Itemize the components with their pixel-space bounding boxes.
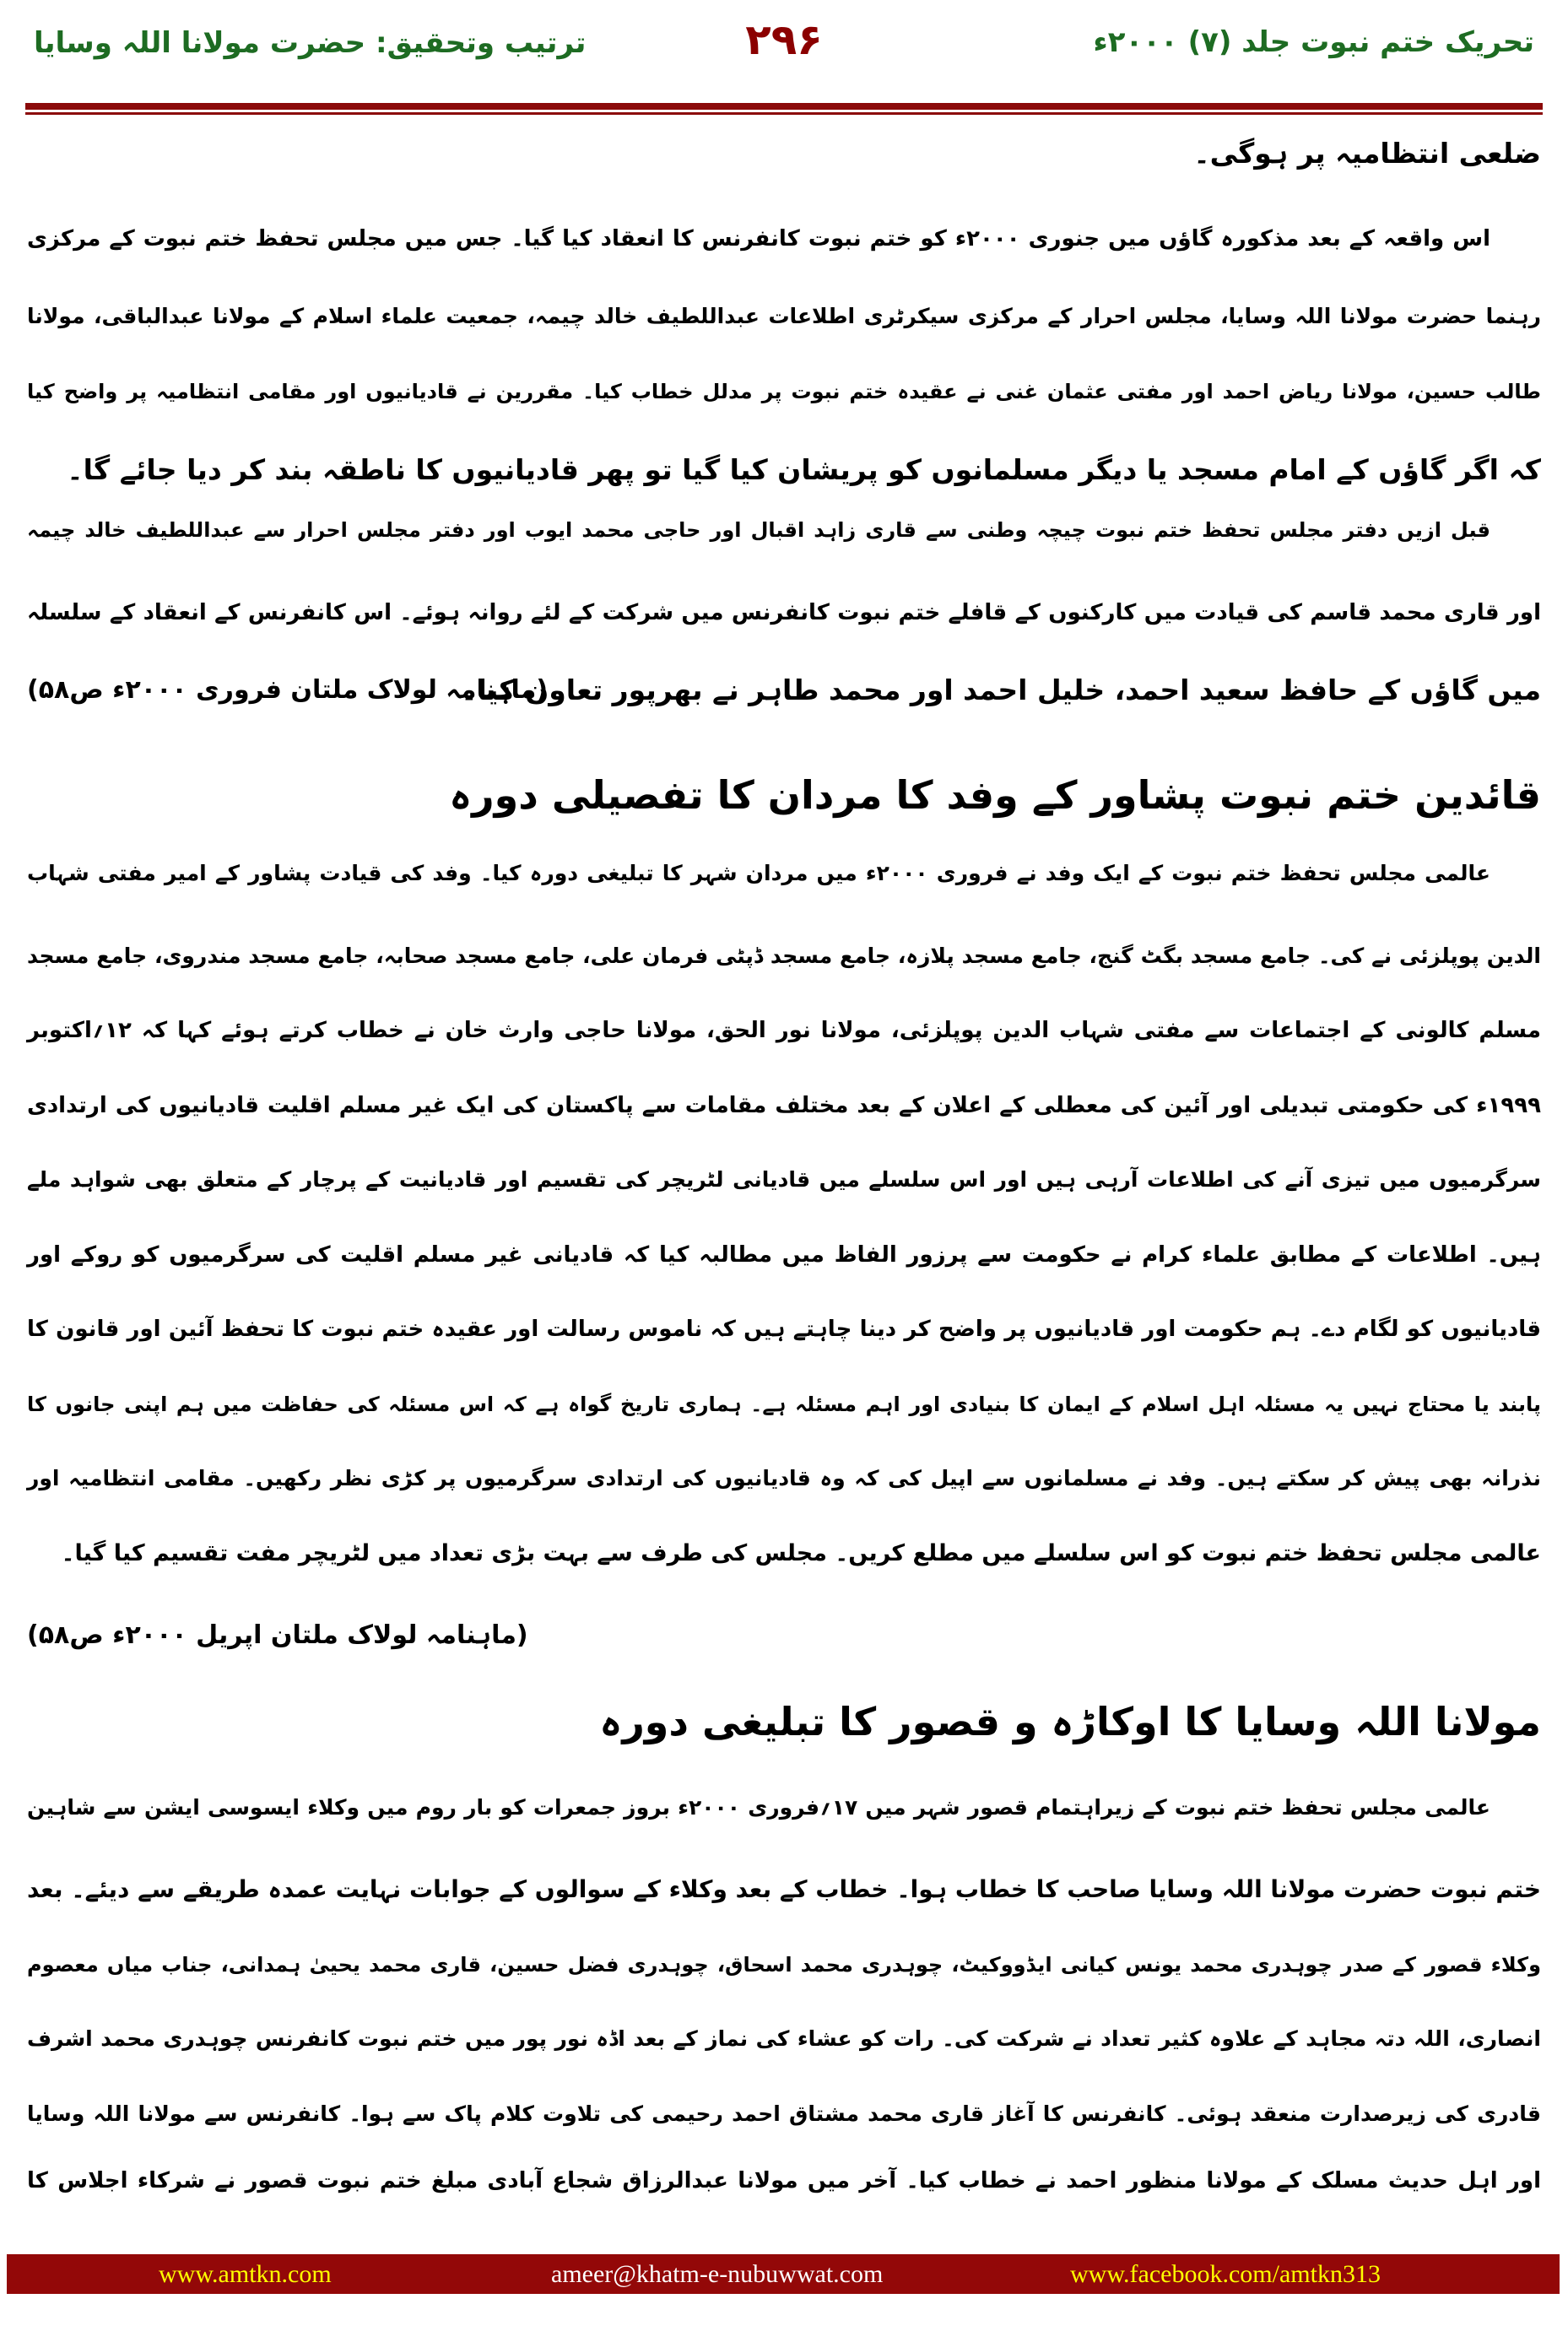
- text-line: اور اہل حدیث مسلک کے مولانا منظور احمد نے خطاب کیا۔ آخر میں مولانا عبدالرزاق شجاع آبادی مبلغ ختم نبوت قصور نے شرکاء اجلاس کا: [27, 2168, 1541, 2193]
- text-line: پابند یا محتاج نہیں یہ مسئلہ اہل اسلام کے ایمان کا بنیادی اور اہم مسئلہ ہے۔ ہماری تاریخ گواہ ہے کہ اس مسئلہ کی حفاظت میں ہم اپنی جانوں کا: [27, 1393, 1541, 1416]
- footer-bar: [7, 2254, 1560, 2294]
- text-line: ۱۹۹۹ء کی حکومتی تبدیلی اور آئین کی معطلی کے اعلان کے بعد مختلف مقامات سے پاکستان کی ایک غیر مسلم اقلیت قادیانیوں کی ارتدادی: [27, 1093, 1541, 1118]
- header-rule-thin: [25, 112, 1543, 115]
- text-line: ہیں۔ اطلاعات کے مطابق علماء کرام نے حکومت سے پرزور الفاظ میں مطالبہ کیا کہ قادیانی غیر مسلم اقلیت کی سرگرمیوں کو روکے اور: [27, 1242, 1541, 1268]
- text-line: اس واقعہ کے بعد مذکورہ گاؤں میں جنوری ۲۰۰۰ء کو ختم نبوت کانفرنس کا انعقاد کیا گیا۔ جس میں مجلس تحفظ ختم نبوت کے مرکزی: [27, 226, 1490, 252]
- text-line: قادیانیوں کو لگام دے۔ ہم حکومت اور قادیانیوں پر واضح کر دینا چاہتے ہیں کہ ناموس رسالت اور عقیدہ ختم نبوت کا تحفظ آئین اور قانون کا: [27, 1317, 1541, 1342]
- text-line: الدین پوپلزئی نے کی۔ جامع مسجد بگٹ گنج، جامع مسجد پلازہ، جامع مسجد ڈپٹی فرمان علی، جامع مسجد صحابہ، جامع مسجد مندروی، جامع مسجد: [27, 944, 1541, 968]
- source-reference: (ماہنامہ لولاک ملتان اپریل ۲۰۰۰ء ص۵۸): [27, 1620, 528, 1650]
- text-line: وکلاء قصور کے صدر چوہدری محمد یونس کیانی ایڈووکیٹ، چوہدری محمد اسحاق، چوہدری فضل حسین، قاری محمد یحییٰ ہمدانی، جناب میاں معصوم: [27, 1953, 1541, 1977]
- text-line: عالمی مجلس تحفظ ختم نبوت کے زیراہتمام قصور شہر میں ۱۷؍فروری ۲۰۰۰ء بروز جمعرات کو بار روم میں وکلاء ایسوسی ایشن سے شاہین: [27, 1795, 1491, 1820]
- text-line: سرگرمیوں میں تیزی آنے کی اطلاعات آرہی ہیں اور اس سلسلے میں قادیانی لٹریچر کی تقسیم اور قادیانیت کے پرچار کے متعلق بھی شواہد ملے: [27, 1167, 1541, 1192]
- header-rule: [25, 103, 1543, 110]
- section-heading: قائدین ختم نبوت پشاور کے وفد کا مردان کا تفصیلی دورہ: [449, 772, 1541, 818]
- section-heading: مولانا اللہ وسایا کا اوکاڑہ و قصور کا تبلیغی دورہ: [599, 1699, 1541, 1744]
- text-line: ضلعی انتظامیہ پر ہوگی۔: [1193, 137, 1541, 170]
- text-line: عالمی مجلس تحفظ ختم نبوت کو اس سلسلے میں مطلع کریں۔ مجلس کی طرف سے بہت بڑی تعداد میں لٹریچر مفت تقسیم کیا گیا۔: [61, 1540, 1541, 1566]
- text-line: نذرانہ بھی پیش کر سکتے ہیں۔ وفد نے مسلمانوں سے اپیل کی کہ وہ قادیانیوں کی ارتدادی سرگرمیوں پر کڑی نظر رکھیں۔ مقامی انتظامیہ اور: [27, 1466, 1541, 1490]
- source-reference: (ماہنامہ لولاک ملتان فروری ۲۰۰۰ء ص۵۸): [27, 675, 549, 705]
- text-line: قادری کی زیرصدارت منعقد ہوئی۔ کانفرنس کا آغاز قاری محمد مشتاق احمد رحیمی کی تلاوت کلام پاک سے ہوا۔ کانفرنس سے مولانا اللہ وسایا: [27, 2101, 1541, 2126]
- email-link[interactable]: ameer@khatm-e-nubuwwat.com: [551, 2260, 884, 2288]
- text-line: مسلم کالونی کے اجتماعات سے مفتی شہاب الدین پوپلزئی، مولانا نور الحق، مولانا حاجی وارث خان نے خطاب کرتے ہوئے کہا کہ ۱۲؍اکتوبر: [27, 1018, 1541, 1043]
- book-title: تحریک ختم نبوت جلد (۷) ۲۰۰۰ء: [1093, 25, 1534, 59]
- text-line: رہنما حضرت مولانا اللہ وسایا، مجلس احرار کے مرکزی سیکرٹری اطلاعات عبداللطیف خالد چیمہ، جمعیت علماء اسلام کے مولانا عبدالباقی، مولانا: [27, 304, 1541, 328]
- text-line: اور قاری محمد قاسم کی قیادت میں کارکنوں کے قافلے ختم نبوت کانفرنس میں شرکت کے لئے روانہ ہوئے۔ اس کانفرنس کے انعقاد کے سلسلہ: [27, 600, 1541, 625]
- text-line: کہ اگر گاؤں کے امام مسجد یا دیگر مسلمانوں کو پریشان کیا گیا تو پھر قادیانیوں کا ناطقہ بند کر دیا جائے گا۔: [67, 453, 1541, 486]
- text-line: میں گاؤں کے حافظ سعید احمد، خلیل احمد اور محمد طاہر نے بھرپور تعاون کیا۔: [461, 673, 1541, 706]
- text-line: قبل ازیں دفتر مجلس تحفظ ختم نبوت چیچہ وطنی سے قاری زاہد اقبال اور حاجی محمد ایوب اور دفتر مجلس احرار سے عبداللطیف خالد چیمہ: [27, 518, 1490, 542]
- website-link[interactable]: www.amtkn.com: [159, 2260, 332, 2288]
- page-number: ۲۹۶: [745, 15, 823, 64]
- text-line: ختم نبوت حضرت مولانا اللہ وسایا صاحب کا خطاب ہوا۔ خطاب کے بعد وکلاء کے سوالوں کے جوابات نہایت عمدہ طریقے سے دیئے۔ بعد: [27, 1875, 1541, 1903]
- text-line: انصاری، اللہ دتہ مجاہد کے علاوہ کثیر تعداد نے شرکت کی۔ رات کو عشاء کی نماز کے بعد اڈہ نور پور میں ختم نبوت کانفرنس چوہدری محمد اشرف: [27, 2026, 1541, 2051]
- compiler-credit: ترتیب وتحقیق: حضرت مولانا اللہ وسایا: [34, 26, 587, 60]
- text-line: عالمی مجلس تحفظ ختم نبوت کے ایک وفد نے فروری ۲۰۰۰ء میں مردان شہر کا تبلیغی دورہ کیا۔ وفد کی قیادت پشاور کے امیر مفتی شہاب: [27, 861, 1490, 885]
- facebook-link[interactable]: www.facebook.com/amtkn313: [1070, 2260, 1381, 2288]
- text-line: طالب حسین، مولانا ریاض احمد اور مفتی عثمان غنی نے عقیدہ ختم نبوت پر مدلل خطاب کیا۔ مقررین نے قادیانیوں اور مقامی انتظامیہ پر واضح کیا: [27, 380, 1541, 403]
